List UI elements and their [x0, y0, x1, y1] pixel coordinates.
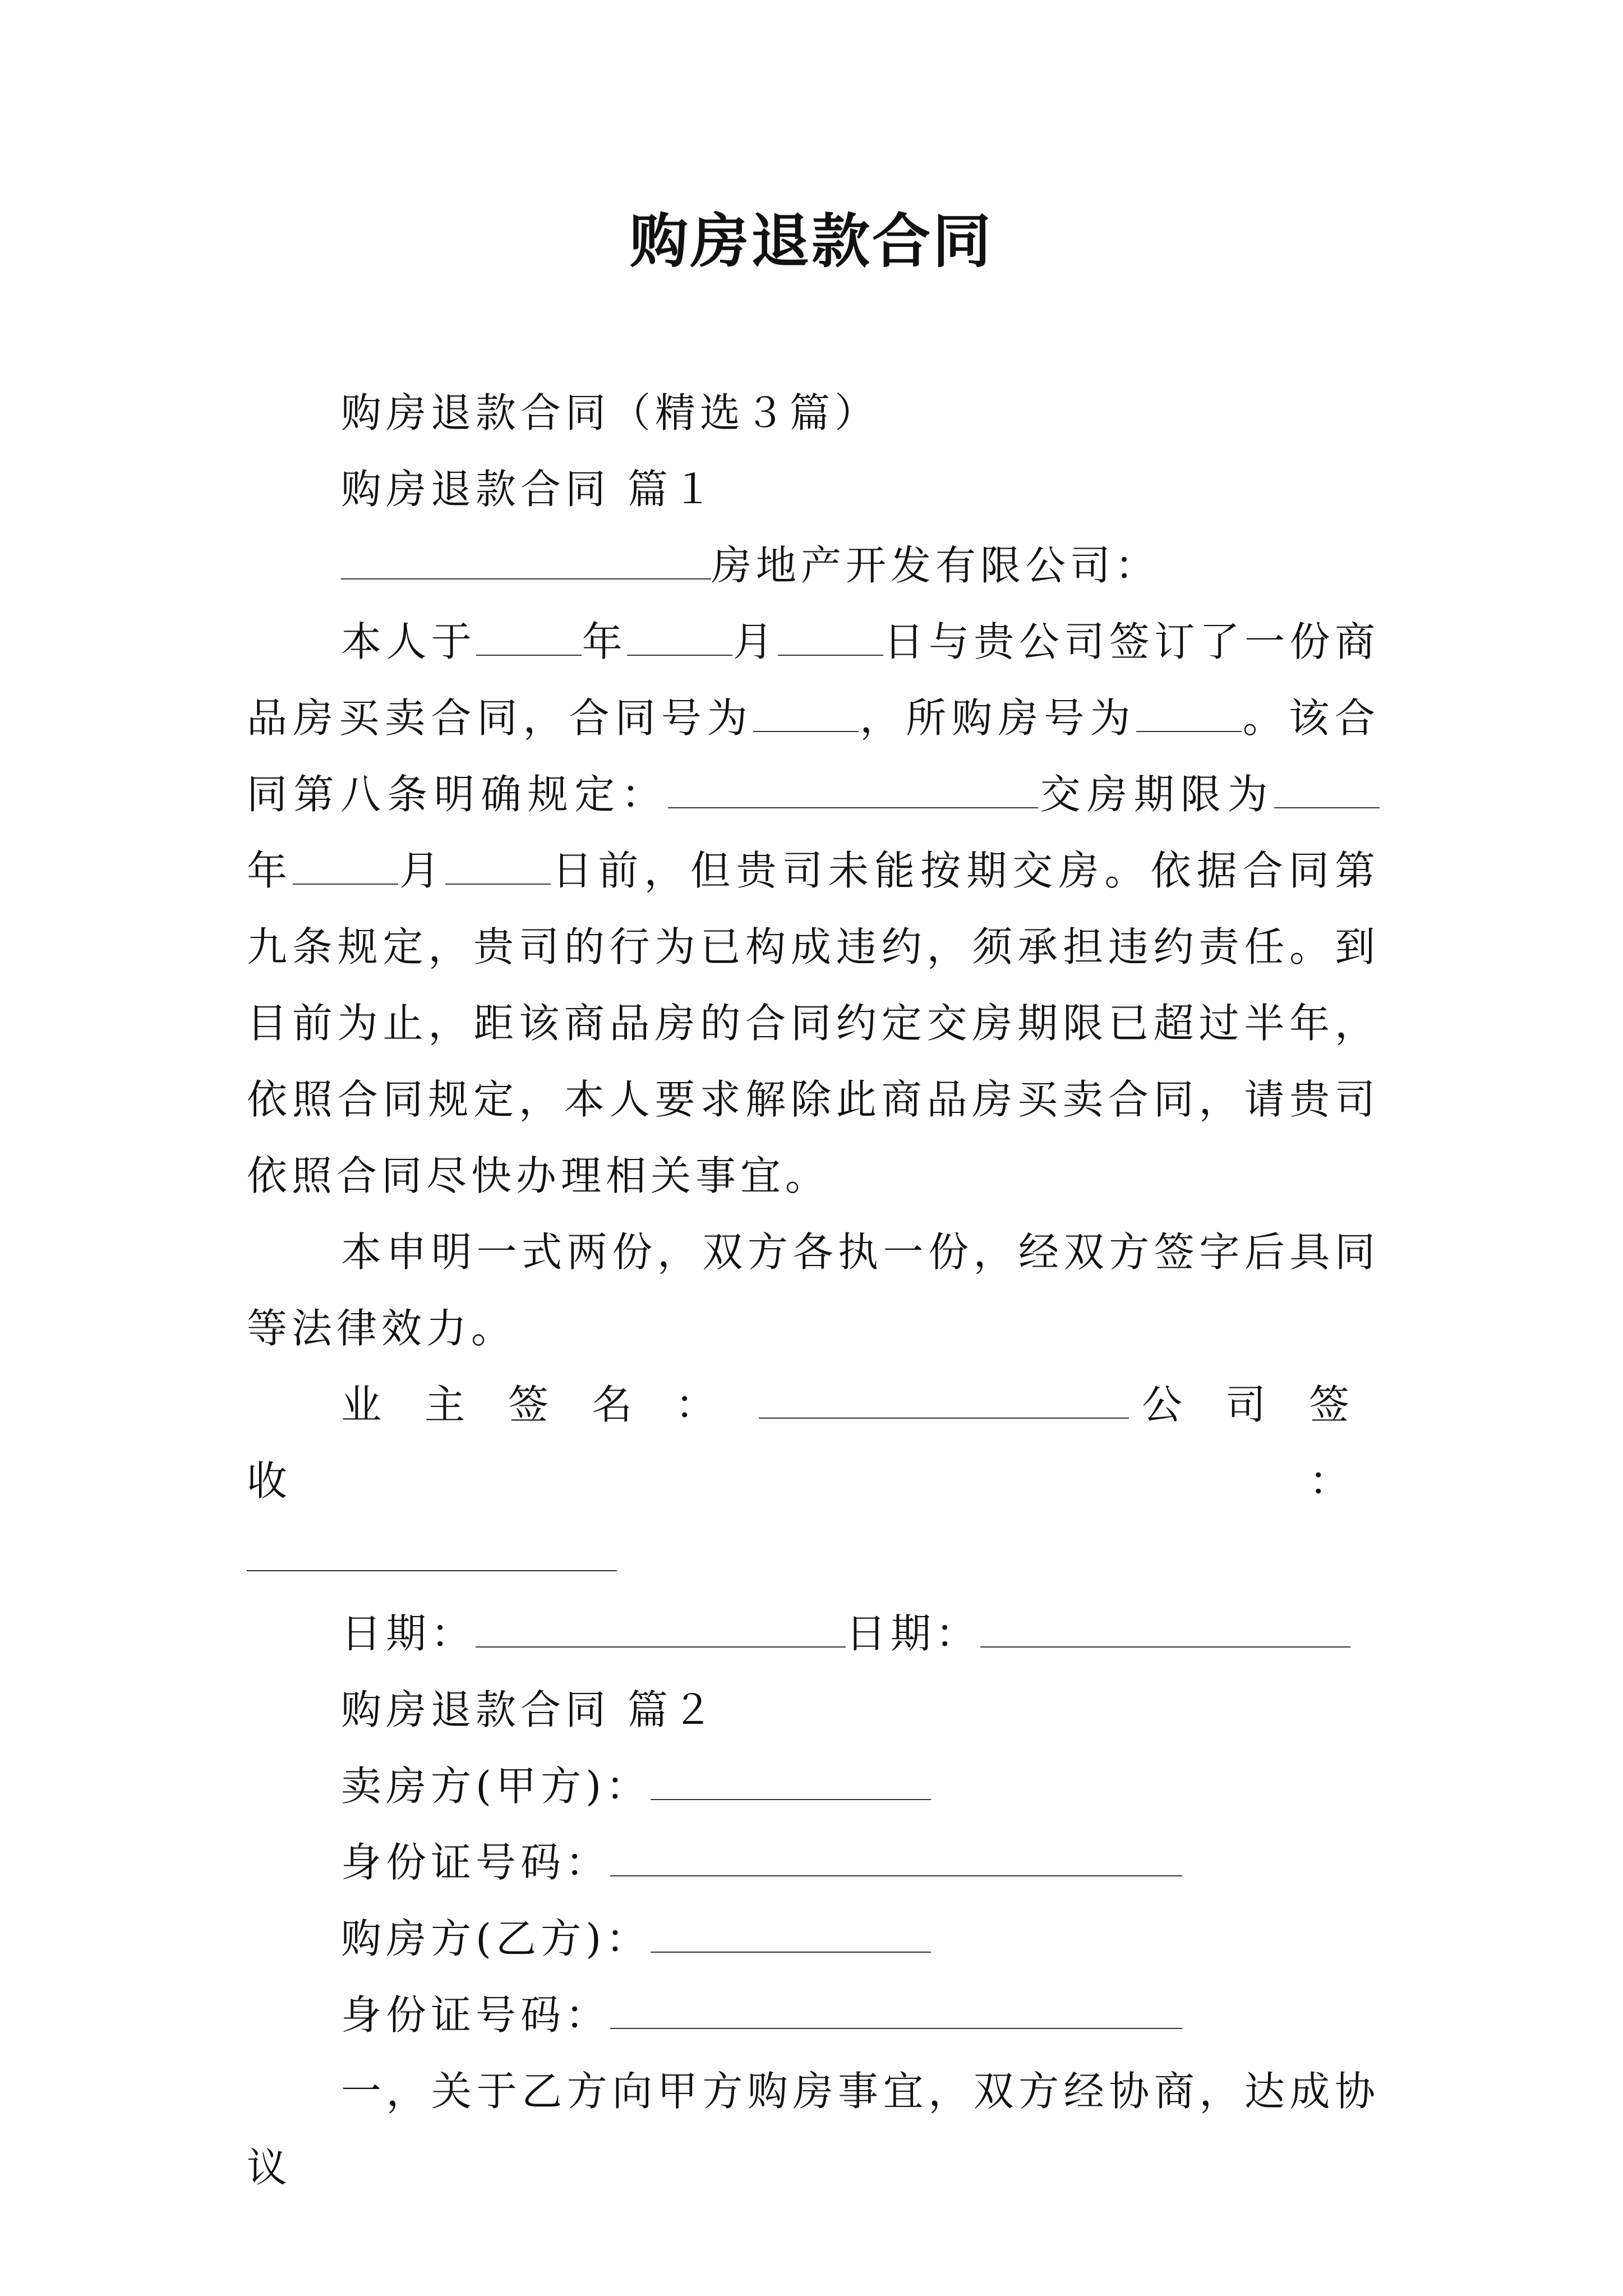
- owner-signature-blank[interactable]: [759, 1384, 1129, 1419]
- seller-id-line: [247, 1824, 1380, 1901]
- owner-signature-label: 业主签名：: [341, 1381, 759, 1428]
- owner-date-blank[interactable]: [476, 1613, 846, 1648]
- seller-name-blank[interactable]: [651, 1765, 931, 1800]
- para1-text-6: 。该合同第八条明确规定：: [247, 694, 1380, 818]
- delivery-year-blank[interactable]: [1274, 774, 1380, 808]
- company-receipt-line: [247, 1519, 1380, 1595]
- delivery-month-blank[interactable]: [293, 850, 398, 885]
- para1-text-8: 年: [247, 847, 293, 894]
- sign-year-blank[interactable]: [476, 621, 582, 656]
- paragraph-refund-request: [247, 604, 1380, 1214]
- buyer-line: [247, 1901, 1380, 1977]
- buyer-label: 购房方(乙方)：: [341, 1915, 651, 1962]
- buyer-id-blank[interactable]: [610, 1994, 1182, 2029]
- room-number-blank[interactable]: [1136, 697, 1242, 732]
- addressee-text: 房地产开发有限公司：: [711, 542, 1160, 589]
- para1-text-2: 年: [582, 618, 628, 665]
- para1-text-3: 月: [732, 618, 778, 665]
- signature-line: [247, 1366, 1380, 1519]
- addressee-line: [247, 527, 1380, 604]
- para1-text-4: 日与贵公司签订了一份商品房买卖合同，合同号为: [247, 618, 1380, 742]
- document-title: 购房退款合同: [629, 206, 993, 275]
- clause-blank[interactable]: [668, 774, 1038, 808]
- seller-line: [247, 1748, 1380, 1824]
- para1-text-9: 月: [398, 847, 446, 894]
- seller-id-blank[interactable]: [610, 1842, 1182, 1876]
- sign-day-blank[interactable]: [778, 621, 883, 656]
- company-name-blank[interactable]: [341, 545, 711, 579]
- date-line: [247, 1595, 1380, 1672]
- buyer-name-blank[interactable]: [651, 1918, 931, 1953]
- delivery-day-blank[interactable]: [445, 850, 551, 885]
- section1-heading: 购房退款合同 篇１: [341, 466, 717, 513]
- para1-text-10: 日前，但贵司未能按期交房。依据合同第九条规定，贵司的行为已构成违约，须承担违约责任。到目前为止，距该商品房的合同约定交房期限已超过半年，依照合同规定，本人要求解除此商品房买卖合同，请贵司依照合同尽快办理相关事宜。: [247, 847, 1380, 1199]
- seller-id-label: 身份证号码：: [341, 1839, 611, 1886]
- paragraph-copies: 本申明一式两份，双方各执一份，经双方签字后具同等法律效力。: [247, 1228, 1380, 1352]
- date-label-owner: 日期：: [341, 1610, 476, 1657]
- sign-month-blank[interactable]: [627, 621, 732, 656]
- para1-text-7: 交房期限为: [1038, 771, 1274, 818]
- para1-text-5: ，所购房号为: [859, 694, 1136, 742]
- clause-1: 一，关于乙方向甲方购房事宜，双方经协商，达成协议: [247, 2068, 1380, 2191]
- document-body: [247, 375, 1380, 2206]
- contract-number-blank[interactable]: [753, 697, 859, 732]
- company-receipt-blank[interactable]: [247, 1536, 617, 1571]
- section2-heading: 购房退款合同 篇２: [341, 1686, 717, 1733]
- buyer-id-label: 身份证号码：: [341, 1991, 611, 2039]
- para1-text-1: 本人于: [341, 618, 477, 665]
- buyer-id-line: [247, 1977, 1380, 2053]
- company-receipt-label: 公司签收：: [247, 1381, 1380, 1504]
- company-date-blank[interactable]: [980, 1613, 1350, 1648]
- date-label-company: 日期：: [846, 1610, 981, 1657]
- subtitle: 购房退款合同（精选３篇）: [341, 389, 880, 436]
- seller-label: 卖房方(甲方)：: [341, 1763, 651, 1810]
